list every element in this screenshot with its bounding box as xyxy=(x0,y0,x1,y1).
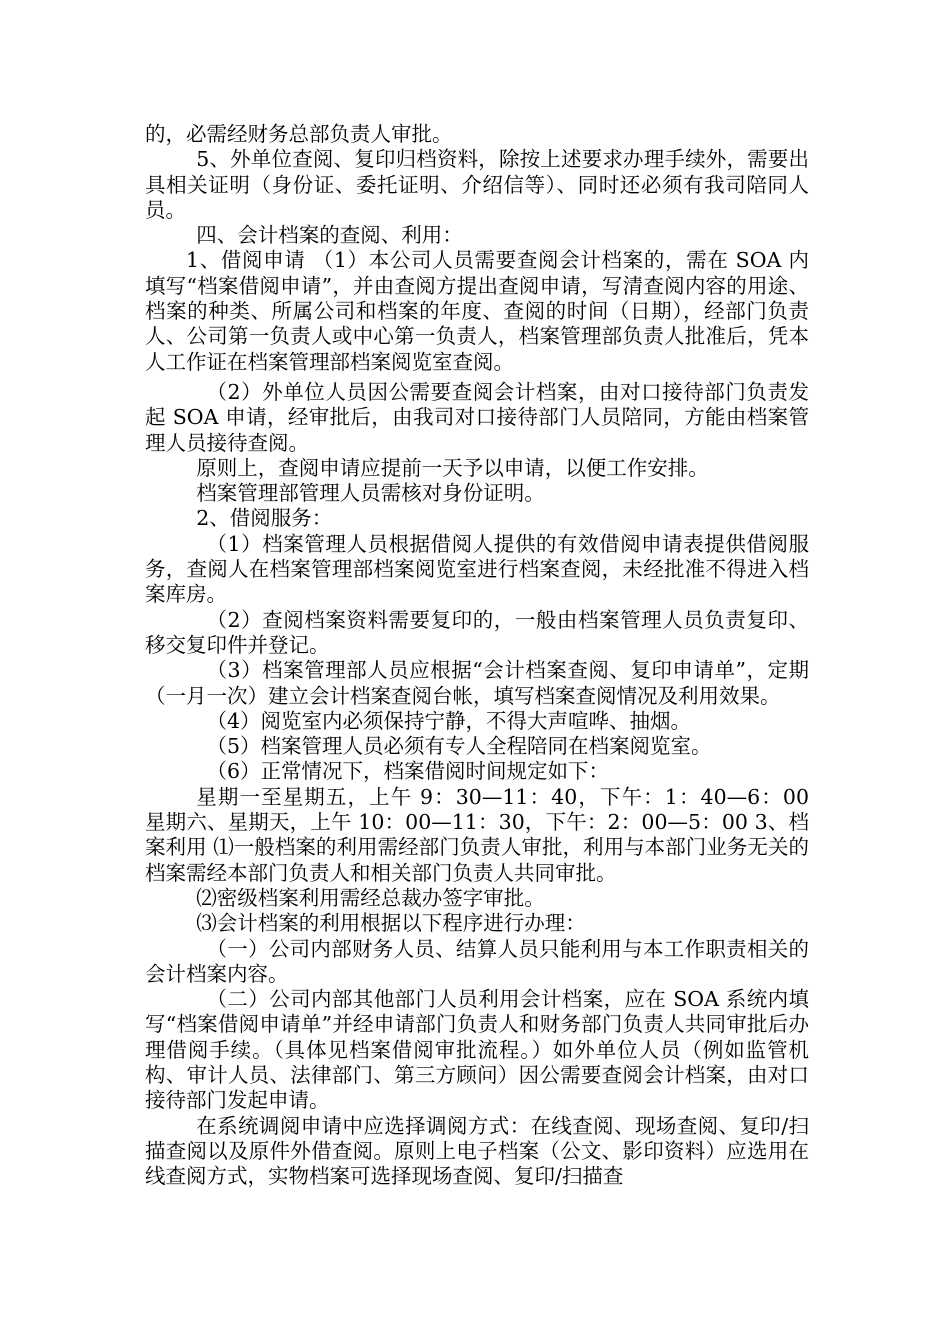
paragraph: （二）公司内部其他部门人员利用会计档案，应在 SOA 系统内填写“档案借阅申请单”并经申请部门负责人和财务部门负责人共同审批后办理借阅手续。（具体见档案借阅审批流程。）如外单位人员（例如监管机构、审计人员、法律部门、第三方顾问）因公需要查阅会计档案，由对口接待部门发起申请。 xyxy=(145,987,809,1113)
paragraph: ⑶会计档案的利用根据以下程序进行办理： xyxy=(196,911,586,936)
paragraph: 原则上，查阅申请应提前一天予以申请，以便工作安排。 xyxy=(196,455,709,480)
section-heading: 四、会计档案的查阅、利用： xyxy=(196,223,463,248)
document-body xyxy=(145,122,809,1189)
subsection-heading: 2、借阅服务： xyxy=(196,506,333,531)
paragraph: 在系统调阅申请中应选择调阅方式：在线查阅、现场查阅、复印/扫描查阅以及原件外借查阅。原则上电子档案（公文、影印资料）应选用在线查阅方式，实物档案可选择现场查阅、复印/扫描查 xyxy=(145,1113,809,1189)
paragraph: ⑵密级档案利用需经总裁办签字审批。 xyxy=(196,885,545,910)
paragraph: （1）档案管理人员根据借阅人提供的有效借阅申请表提供借阅服务，查阅人在档案管理部档案阅览室进行档案查阅，未经批准不得进入档案库房。 xyxy=(145,531,809,607)
paragraph: （2）外单位人员因公需要查阅会计档案，由对口接待部门负责发起 SOA 申请，经审批后，由我司对口接待部门人员陪同，方能由档案管理人员接待查阅。 xyxy=(145,379,809,455)
paragraph: 的，必需经财务总部负责人审批。 xyxy=(145,122,453,146)
paragraph: 档案管理部管理人员需核对身份证明。 xyxy=(196,481,545,506)
paragraph: （一）公司内部财务人员、结算人员只能利用与本工作职责相关的会计档案内容。 xyxy=(145,936,809,986)
paragraph: 1、借阅申请 （1）本公司人员需要查阅会计档案的，需在 SOA 内填写“档案借阅申请”，并由查阅方提出查阅申请，写清查阅内容的用途、档案的种类、所属公司和档案的年度、查阅的时间（日期），经部门负责人、公司第一负责人或中心第一负责人，档案管理部负责人批准后，凭本人工作证在档案管理部档案阅览室查阅。 xyxy=(145,248,809,374)
paragraph: 星期一至星期五，上午 9：30—11：40，下午：1：40—6：00 星期六、星期天，上午 10：00—11：30，下午：2：00—5：00 3、档案利用 ⑴一般档案的利用需经部门负责人审批，利用与本部门业务无关的档案需经本部门负责人和相关部门负责人共同审批。 xyxy=(145,784,809,885)
paragraph: （3）档案管理部人员应根据“会计档案查阅、复印申请单”，定期（一月一次）建立会计档案查阅台帐，填写档案查阅情况及利用效果。 xyxy=(145,658,809,708)
paragraph: （4）阅览室内必须保持宁静，不得大声喧哗、抽烟。 xyxy=(206,708,692,733)
paragraph: （2）查阅档案资料需要复印的，一般由档案管理人员负责复印、移交复印件并登记。 xyxy=(145,607,809,657)
paragraph: 5、外单位查阅、复印归档资料，除按上述要求办理手续外，需要出具相关证明（身份证、委托证明、介绍信等）、同时还必须有我司陪同人员。 xyxy=(145,147,809,222)
paragraph: （5）档案管理人员必须有专人全程陪同在档案阅览室。 xyxy=(206,734,712,759)
paragraph: （6）正常情况下，档案借阅时间规定如下： xyxy=(206,759,610,784)
